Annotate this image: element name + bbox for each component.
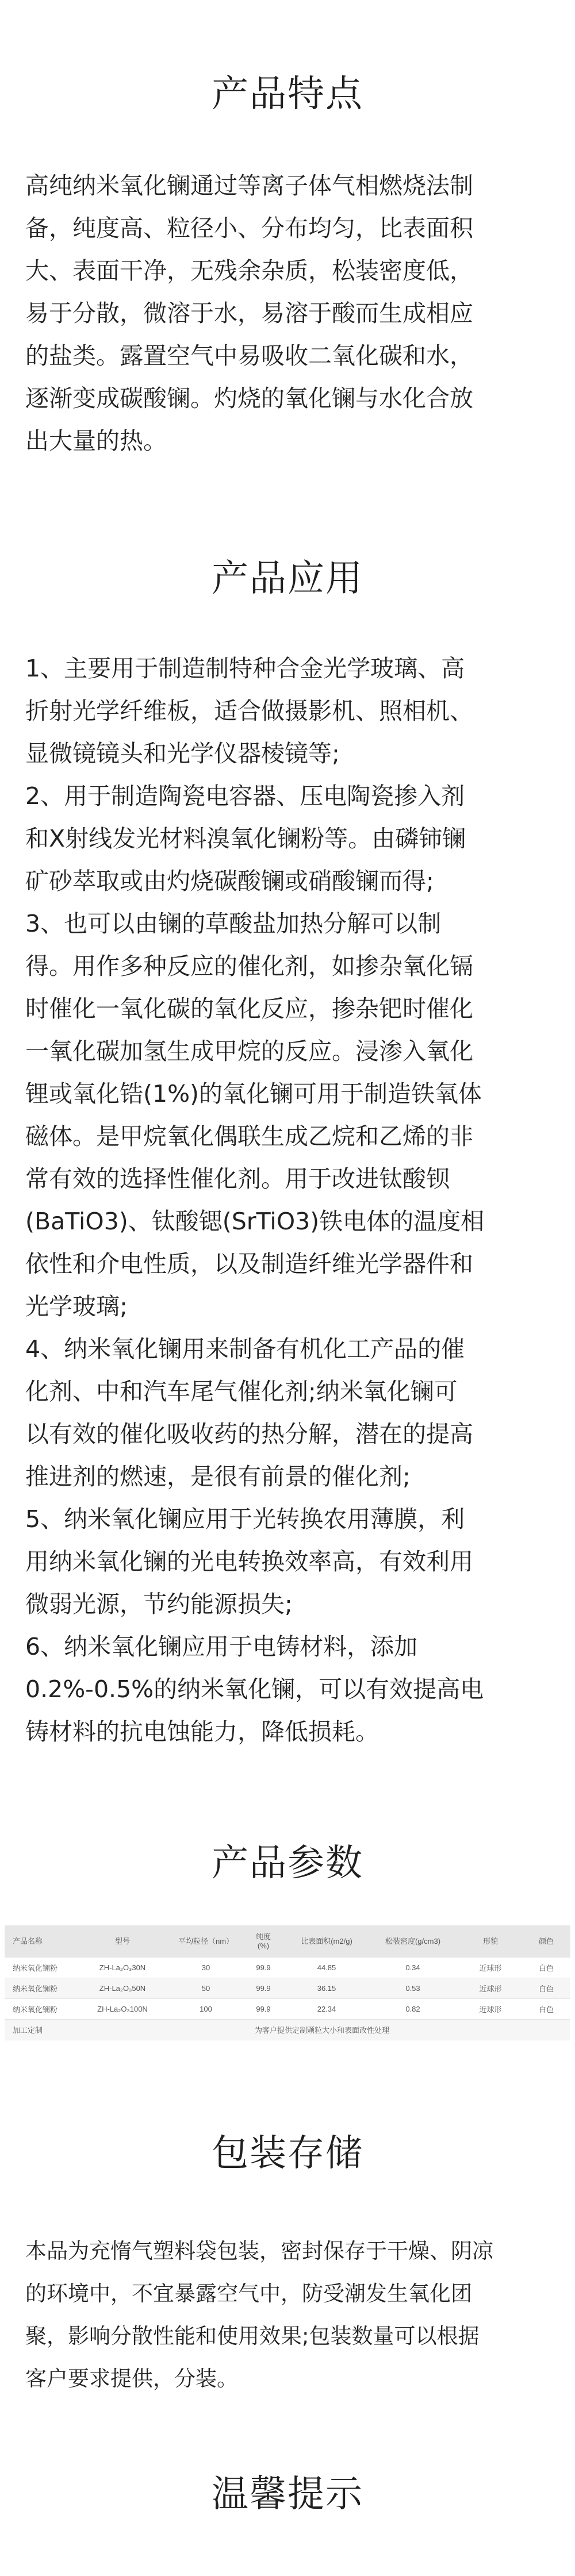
applications-text-line: 锂或氧化锆(1%)的氧化镧可用于制造铁氧体 [25,1080,482,1108]
features-text-line: 出大量的热。 [25,427,167,455]
parameters-cell: 100 [171,1999,240,2020]
applications-text [25,647,552,1753]
applications-text-line: 0.2%-0.5%的纳米氧化镧，可以有效提高电 [25,1675,484,1703]
parameters-cell: 0.82 [367,1999,459,2020]
applications-text-line: 得。用作多种反应的催化剂，如掺杂氧化镉 [25,952,473,980]
parameters-cell: ZH-La₂O₃50N [74,1978,171,1999]
parameters-cell: 99.9 [240,1958,286,1978]
features-title: 产品特点 [212,73,363,116]
packaging-title: 包装存储 [212,2132,363,2175]
parameters-cell: 白色 [522,1999,570,2020]
parameters-header-cell: 形貌 [459,1925,522,1958]
applications-text-line: 折射光学纤维板，适合做摄影机、照相机、 [25,697,473,725]
parameters-cell: 近球形 [459,1958,522,1978]
parameters-cell: 0.53 [367,1978,459,1999]
parameters-row [5,1958,570,1978]
parameters-cell: 99.9 [240,1978,286,1999]
applications-text-line: 3、也可以由镧的草酸盐加热分解可以制 [25,910,442,937]
parameters-cell: 30 [171,1958,240,1978]
applications-text-line: 依性和介电性质，以及制造纤维光学器件和 [25,1250,473,1278]
packaging-text [25,2230,552,2400]
features-text-line: 大、表面干净，无残余杂质，松装密度低， [25,257,473,284]
applications-text-line: (BaTiO3)、钛酸锶(SrTiO3)铁电体的温度相 [25,1208,485,1235]
features-text-line: 的盐类。露置空气中易吸收二氧化碳和水， [25,342,473,370]
packaging-text-line: 聚，影响分散性能和使用效果;包装数量可以根据 [25,2324,480,2348]
parameters-custom-text: 为客户提供定制颗粒大小和表面改性处理 [74,2020,570,2040]
applications-text-line: 6、纳米氧化镧应用于电铸材料，添加 [25,1633,418,1660]
packaging-text-line: 客户要求提供，分装。 [25,2366,238,2391]
applications-text-line: 矿砂萃取或由灼烧碳酸镧或硝酸镧而得; [25,867,434,895]
parameters-header-cell: 比表面积(m2/g) [286,1925,367,1958]
applications-text-line: 时催化一氧化碳的氧化反应，掺杂钯时催化 [25,995,473,1022]
parameters-cell: 纳米氧化镧粉 [5,1978,74,1999]
parameters-custom-label: 加工定制 [5,2020,74,2040]
applications-text-line: 铸材料的抗电蚀能力，降低损耗。 [25,1718,379,1745]
parameters-table-body [5,1958,570,2040]
applications-text-line: 微弱光源，节约能源损失; [25,1590,293,1618]
features-text-line: 易于分散，微溶于水，易溶于酸而生成相应 [25,299,473,327]
parameters-cell: ZH-La₂O₃100N [74,1999,171,2020]
parameters-row [5,1978,570,1999]
applications-text-line: 常有效的选择性催化剂。用于改进钛酸钡 [25,1165,450,1193]
parameters-cell: 50 [171,1978,240,1999]
applications-text-line: 以有效的催化吸收药的热分解，潜在的提高 [25,1420,473,1448]
parameters-header-cell: 产品名称 [5,1925,74,1958]
features-text-line: 逐渐变成碳酸镧。灼烧的氧化镧与水化合放 [25,385,473,412]
parameters-cell: ZH-La₂O₃30N [74,1958,171,1978]
parameters-cell: 36.15 [286,1978,367,1999]
applications-text-line: 光学玻璃; [25,1293,128,1320]
parameters-header-cell: 型号 [74,1925,171,1958]
parameters-cell: 白色 [522,1958,570,1978]
features-text-line: 高纯纳米氧化镧通过等离子体气相燃烧法制 [25,172,473,199]
parameters-cell: 44.85 [286,1958,367,1978]
parameters-cell: 纳米氧化镧粉 [5,1958,74,1978]
applications-title: 产品应用 [212,558,363,600]
applications-text-line: 4、纳米氧化镧用来制备有机化工产品的催 [25,1335,465,1363]
applications-text-line: 和X射线发光材料溴氧化镧粉等。由磷铈镧 [25,825,466,852]
parameters-cell: 近球形 [459,1999,522,2020]
applications-text-line: 1、主要用于制造制特种合金光学玻璃、高 [25,655,465,682]
parameters-table-wrap [5,1925,570,2040]
parameters-cell: 0.34 [367,1958,459,1978]
parameters-custom-row [5,2020,570,2040]
packaging-text-line: 本品为充惰气塑料袋包装，密封保存于干燥、阴凉 [25,2239,493,2263]
tips-title: 温馨提示 [212,2473,363,2516]
parameters-row [5,1999,570,2020]
parameters-cell: 近球形 [459,1978,522,1999]
parameters-header-cell: 颜色 [522,1925,570,1958]
applications-text-line: 显微镜镜头和光学仪器棱镜等; [25,740,340,767]
packaging-text-line: 的环境中，不宜暴露空气中，防受潮发生氧化团 [25,2281,472,2306]
parameters-cell: 白色 [522,1978,570,1999]
parameters-header-cell: 纯度 (%) [240,1925,286,1958]
parameters-table [5,1925,570,2040]
applications-text-line: 5、纳米氧化镧应用于光转换农用薄膜，利 [25,1505,465,1533]
applications-text-line: 化剂、中和汽车尾气催化剂;纳米氧化镧可 [25,1378,458,1405]
features-text-line: 备，纯度高、粒径小、分布均匀，比表面积 [25,214,473,242]
applications-text-line: 用纳米氧化镧的光电转换效率高，有效利用 [25,1548,473,1575]
parameters-cell: 22.34 [286,1999,367,2020]
parameters-header-cell: 松装密度(g/cm3) [367,1925,459,1958]
applications-text-line: 一氧化碳加氢生成甲烷的反应。浸渗入氧化 [25,1037,473,1065]
applications-text-line: 磁体。是甲烷氧化偶联生成乙烷和乙烯的非 [25,1122,473,1150]
parameters-cell: 99.9 [240,1999,286,2020]
parameters-cell: 纳米氧化镧粉 [5,1999,74,2020]
parameters-header-row [5,1925,570,1958]
parameters-title: 产品参数 [212,1842,363,1885]
applications-text-line: 推进剂的燃速，是很有前景的催化剂; [25,1463,411,1490]
parameters-header-cell: 平均粒径（nm） [171,1925,240,1958]
applications-text-line: 2、用于制造陶瓷电容器、压电陶瓷掺入剂 [25,782,465,810]
features-text [25,164,552,462]
